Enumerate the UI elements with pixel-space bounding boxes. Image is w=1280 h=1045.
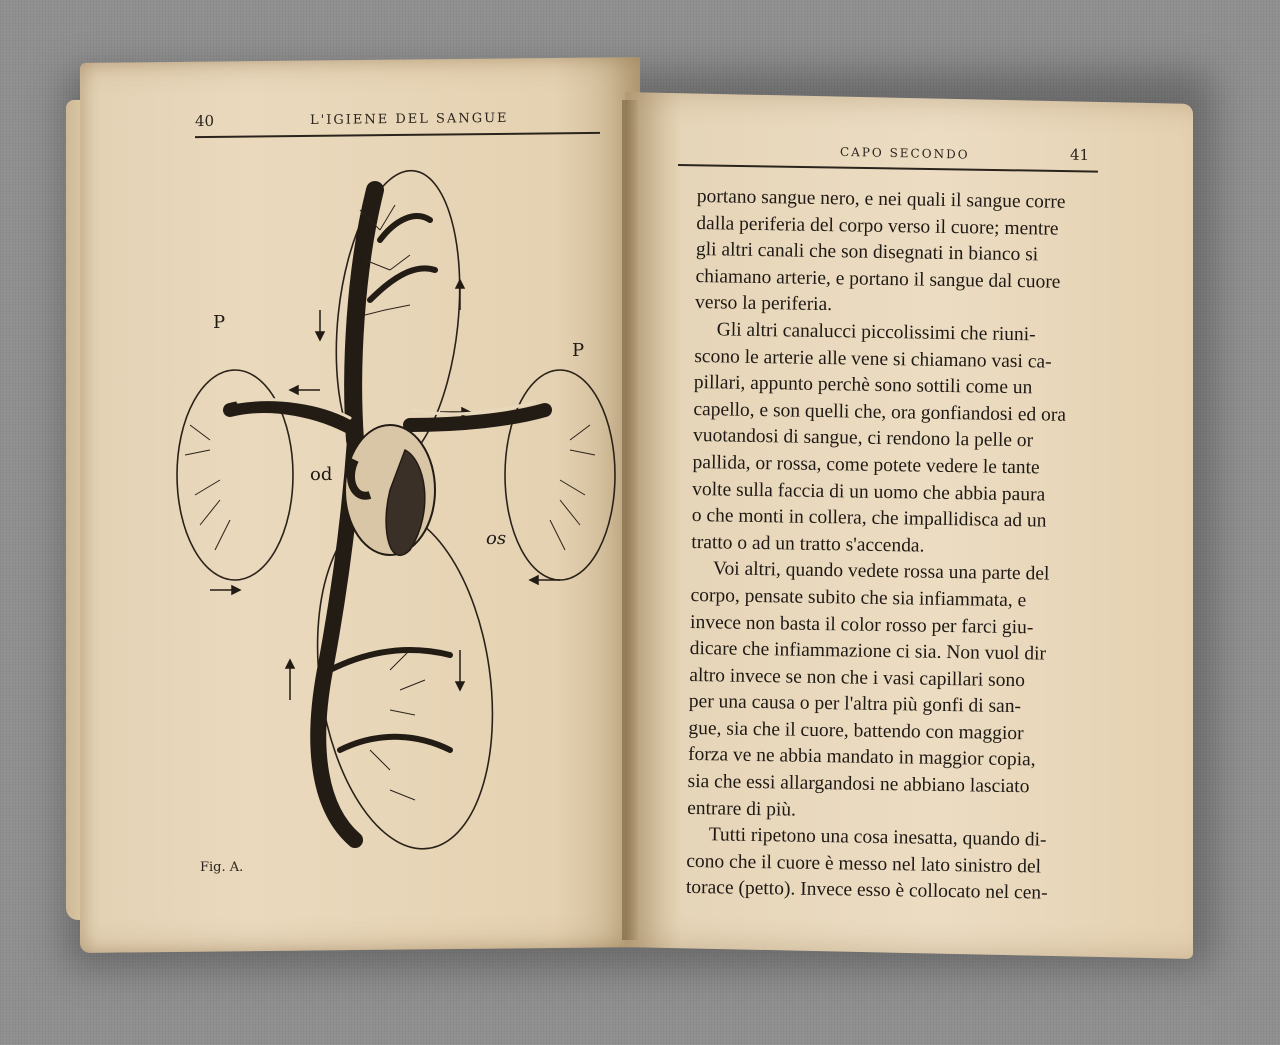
text-line: Gli altri canalucci piccolissimi che riuni- — [716, 319, 1036, 346]
right-page-number: 41 — [1070, 145, 1090, 165]
text-line: altro invece se non che i vasi capillari sono — [689, 664, 1026, 691]
book-spine — [622, 100, 638, 940]
text-line: verso la periferia. — [694, 292, 833, 316]
text-line: portano sangue nero, e nei quali il sangue corre — [696, 185, 1066, 213]
figure-label-os: os — [486, 528, 507, 549]
left-page-number: 40 — [195, 111, 215, 131]
text-line: per una causa o per l'altra più gonfi di san- — [688, 691, 1022, 718]
figure-label-p-right: P — [572, 340, 585, 361]
text-line: Tutti ripetono una cosa inesatta, quando di- — [708, 824, 1047, 851]
figure-caption: Fig. A. — [200, 860, 244, 875]
text-line: volte sulla faccia di un uomo che abbia paura — [692, 478, 1046, 506]
text-line: pillari, appunto perchè sono sottili come un — [693, 372, 1033, 399]
text-line: gli altri canali che son disegnati in bianco si — [695, 239, 1039, 266]
text-line: dalla periferia del corpo verso il cuore; mentre — [696, 212, 1059, 240]
text-line: o che monti in collera, che impallidisca ad un — [691, 505, 1047, 532]
text-line: forza ve ne abbia mandato in maggior copia, — [687, 744, 1036, 771]
right-page-body — [686, 184, 1097, 908]
circulation-illustration — [150, 150, 620, 850]
text-line: chiamano arterie, e portano il sangue dal cuore — [695, 265, 1061, 293]
text-line: vuotandosi di sangue, ci rendono la pelle or — [692, 425, 1034, 452]
text-line: invece non basta il color rosso per farci giu- — [689, 611, 1034, 638]
text-line: cono che il cuore è messo nel lato sinistro del — [686, 850, 1042, 878]
text-line: gue, sia che il cuore, battendo con maggior — [688, 717, 1024, 745]
text-line: torace (petto). Invece esso è collocato nel cen- — [685, 877, 1048, 905]
figure-label-p-left: P — [213, 312, 226, 333]
text-line: dicare che infiammazione ci sia. Non vuol dir — [689, 638, 1047, 665]
text-line: Voi altri, quando vedete rossa una parte del — [712, 558, 1050, 585]
text-line: corpo, pensate subito che sia infiammata, e — [690, 584, 1027, 612]
text-line: pallida, or rossa, come potete vedere le tante — [692, 451, 1040, 479]
text-line: tratto o ad un tratto s'accenda. — [691, 531, 925, 557]
text-line: sia che essi allargandosi ne abbiano lasciato — [687, 770, 1030, 798]
text-line: scono le arterie alle vene si chiamano vasi ca- — [694, 345, 1052, 373]
text-line: capello, e son quelli che, ora gonfiandosi ed ora — [693, 398, 1067, 426]
left-running-head: L'IGIENE DEL SANGUE — [310, 110, 509, 128]
text-line: entrare di più. — [687, 797, 797, 821]
right-running-head: CAPO SECONDO — [840, 144, 970, 162]
figure-label-od: od — [310, 464, 333, 485]
